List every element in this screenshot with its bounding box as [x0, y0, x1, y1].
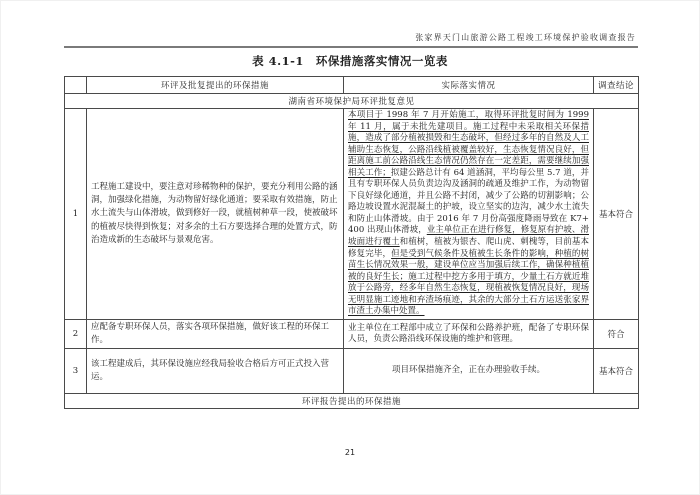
implementation-cell	[344, 109, 594, 320]
col-header-implementation: 实际落实情况	[344, 77, 594, 94]
implementation-text-segment: 业主单位在工程部中成立了环保和公路养护班，配备了专职环保人员，负责公路沿线环保设施的维护和管理。	[348, 322, 589, 345]
implementation-text-segment: 拟建公路总计有 64 道涵洞，平均每公里 5.7 道，并且有专职环保人员负责边沟及涵洞的疏通及维护工作，为动物留下良好绿化通道，并且公路不封闭，减少了公路的切割影响；公路边坡设置水泥混凝土的护坡，设立坚实的边沟，减少水土流失和防止山体滑坡。由于 2016 年 7 月份高强度降雨导致在 K7+400 出现山体滑坡，	[348, 167, 589, 236]
table-row	[65, 109, 639, 320]
row-number: 3	[65, 349, 87, 394]
header-rule	[64, 46, 638, 48]
col-header-conclusion: 调查结论	[594, 77, 639, 94]
implementation-text-segment: 和植树，植被为银杏、爬山虎、刺槐等，目前基本修复完毕，	[348, 237, 589, 259]
running-header: 张家界天门山旅游公路工程竣工环境保护验收调查报告	[415, 33, 636, 42]
row-number: 2	[65, 319, 87, 348]
table-title: 表 4.1-1 环保措施落实情况一览表	[252, 54, 448, 68]
table-footer-row	[65, 394, 639, 409]
measures-table	[64, 76, 639, 409]
footer-section-label: 环评报告提出的环保措施	[65, 394, 639, 409]
measure-cell: 应配备专职环保人员，落实各项环保措施，做好该工程的环保工作。	[87, 319, 344, 348]
row-number: 1	[65, 109, 87, 320]
implementation-cell	[344, 319, 594, 348]
section-header-row	[65, 94, 639, 109]
implementation-cell	[344, 349, 594, 394]
conclusion-cell: 基本符合	[594, 349, 639, 394]
implementation-text-segment: 业主单位正在进行修复，修复原有护坡、滑坡面进行覆土	[348, 225, 589, 248]
measure-cell: 工程施工建设中，要注意对珍稀物种的保护，要充分利用公路的涵洞，加强绿化措施，为动物留好绿化通道；要采取有效措施，防止水土流失与山体滑坡，做到修好一段，就植树种草一段，使被破坏的植被尽快得到恢复；对多余的土石方要选择合理的处置方式，防治造成新的生态破坏与景观危害。	[87, 109, 344, 320]
implementation-text-segment: 项目环保措施齐全，正在办理验收手续。	[391, 365, 545, 376]
implementation-text-segment: 但是受到气候条件及植被生长条件的影响，种植的树苗生长情况效果一般，建设单位应当加强后续工作，确保种植植被的良好生长；施工过程中挖方多用于填方，少量土石方就近堆放于公路旁，经多年自然生态恢复，现植被恢复情况良好，现场无明显施工迹地和弃渣场痕迹，其余的大部分土石方运送张家界市渣土办集中处置。	[348, 248, 589, 317]
conclusion-cell: 符合	[594, 319, 639, 348]
table-header-row	[65, 77, 639, 94]
table-row	[65, 319, 639, 348]
implementation-text-segment: 本项目于 1998 年 7 月开始施工，取得环评批复时间为 1999 年 11 月，属于未批先建项目。施工过程中未采取相关环保措施，造成了部分植被损毁和生态破坏，但经过多年的自然及人工辅助生态恢复，公路沿线植被覆盖较好，生态恢复情况良好，但距离施工前公路沿线生态情况仍然存在一定差距，需要继续加强相关工作；	[348, 110, 589, 178]
col-header-measure: 环评及批复提出的环保措施	[87, 77, 344, 94]
conclusion-cell: 基本符合	[594, 109, 639, 320]
measure-cell: 该工程建成后，其环保设施应经我局验收合格后方可正式投入营运。	[87, 349, 344, 394]
table-row	[65, 349, 639, 394]
page-number: 21	[344, 448, 356, 457]
col-header-index	[65, 77, 87, 94]
section-header-label: 湖南省环境保护局环评批复意见	[65, 94, 639, 109]
